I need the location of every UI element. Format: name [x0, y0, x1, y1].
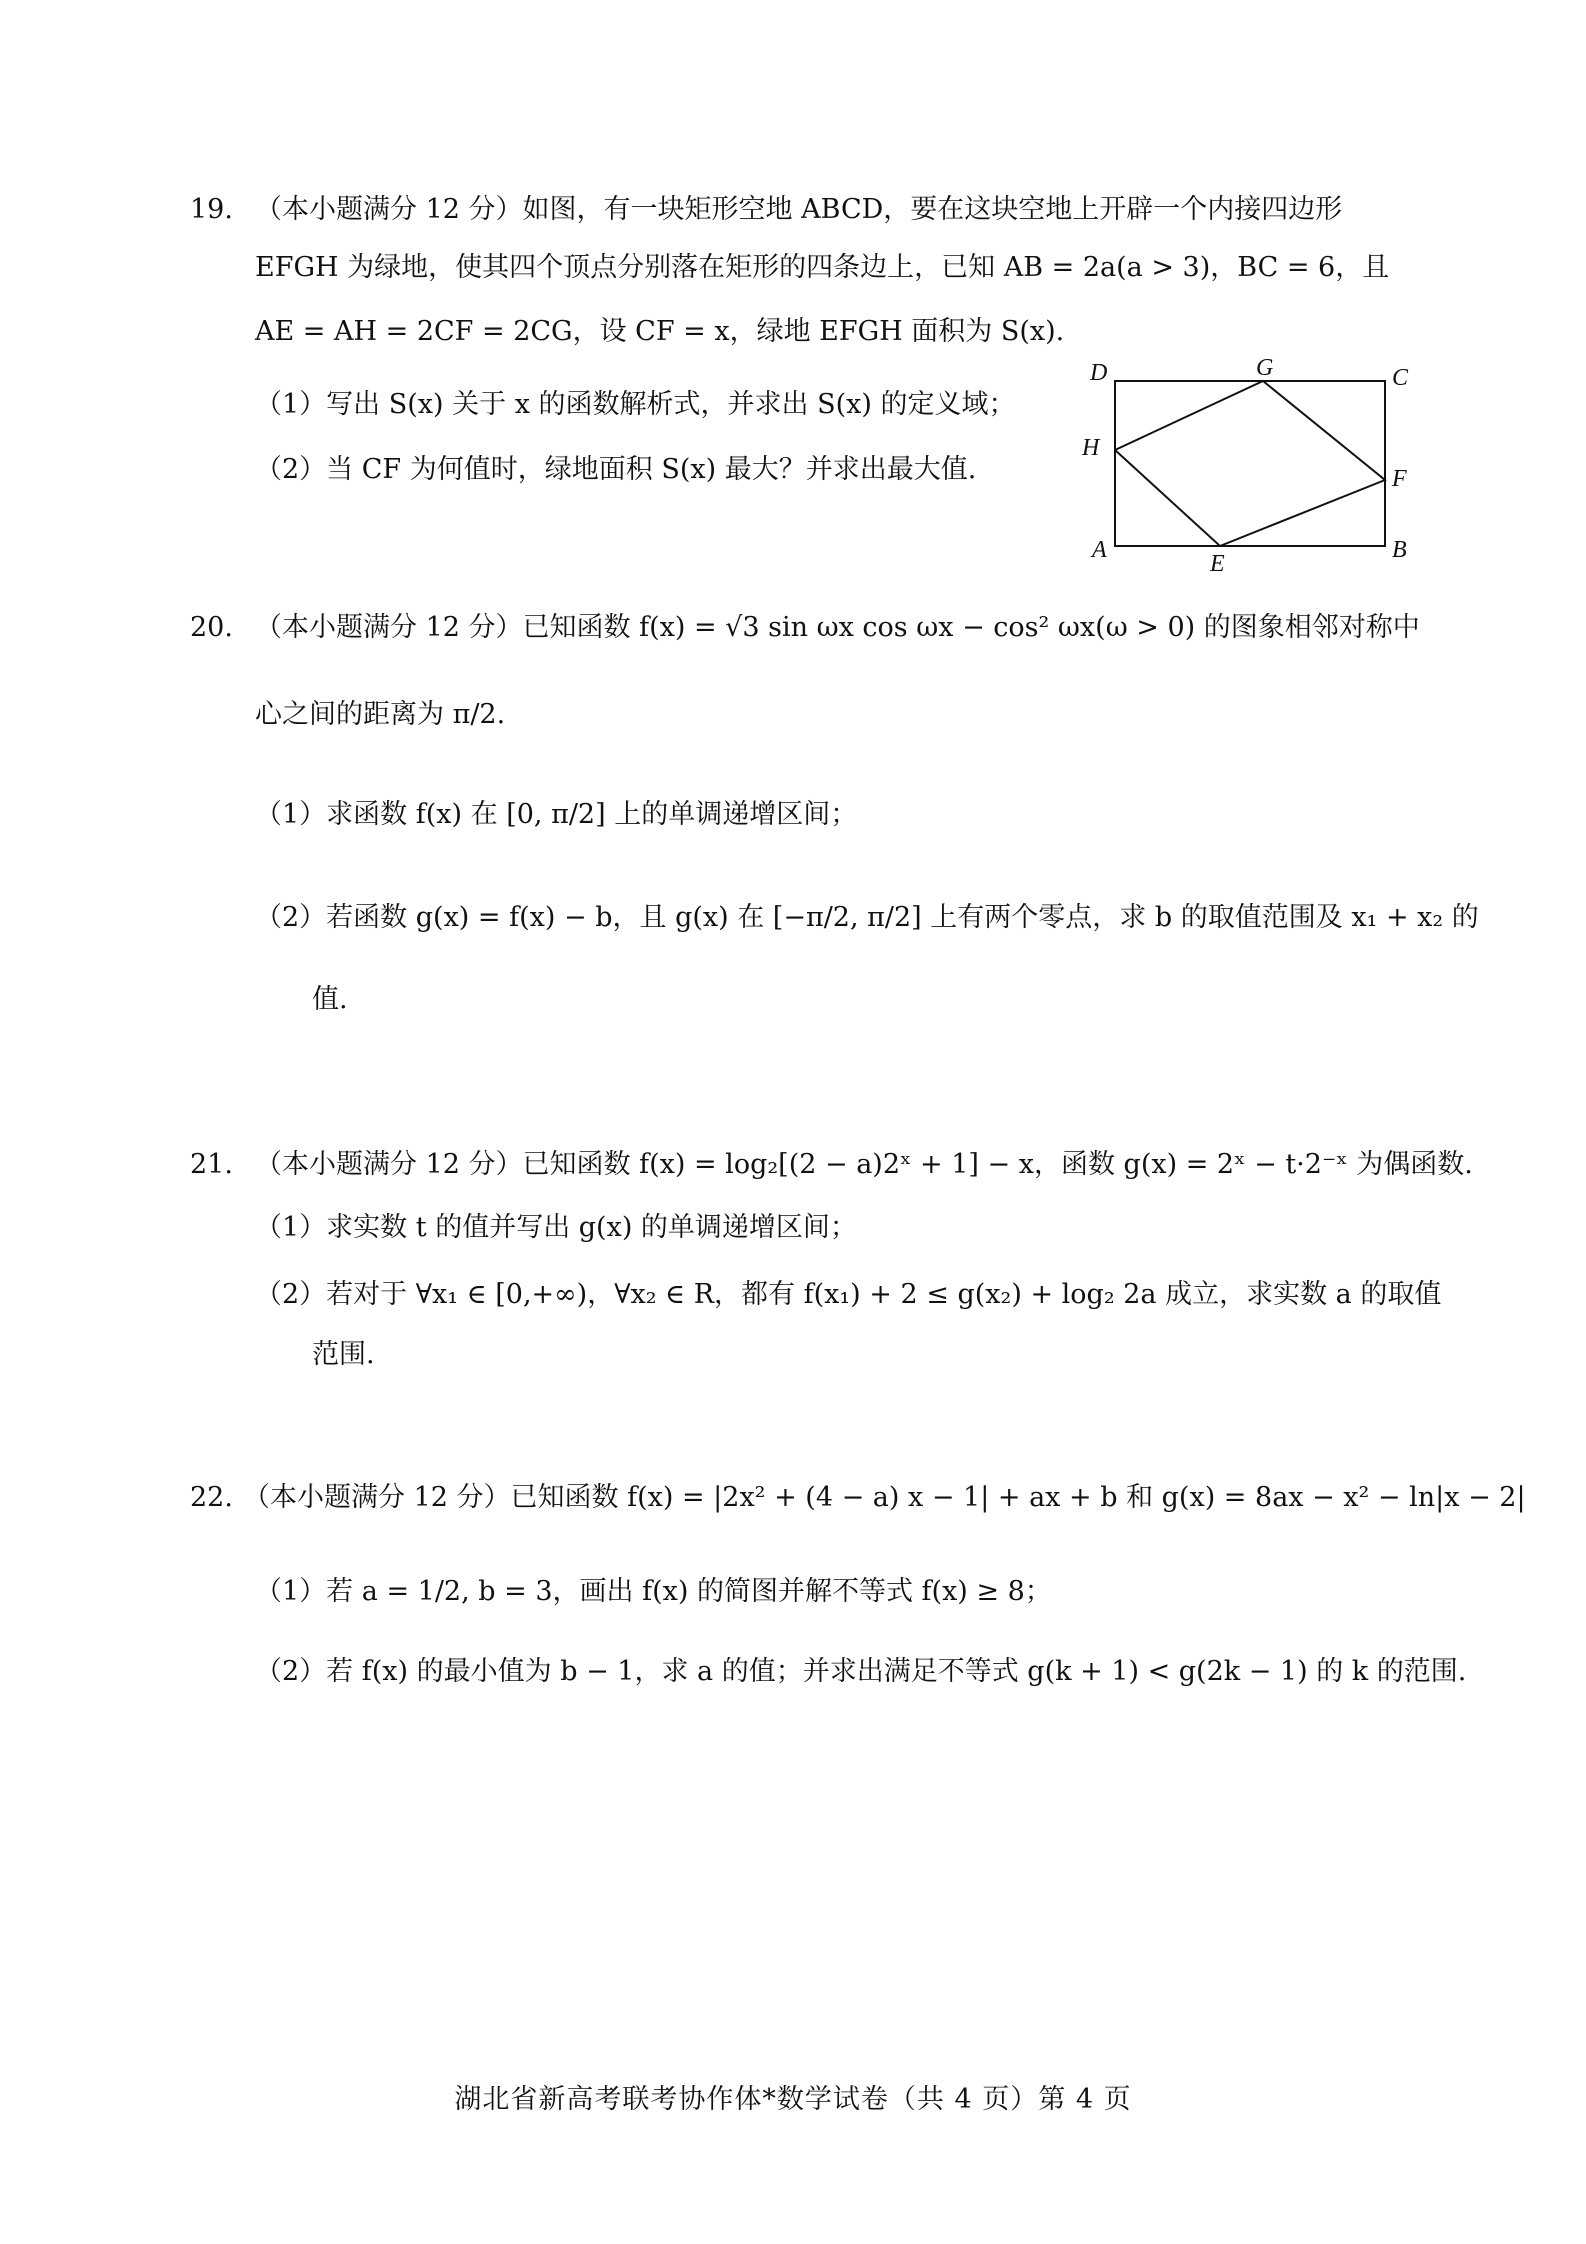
problem-number: 22. [190, 1482, 233, 1513]
sub-question-2: （2）当 CF 为何值时，绿地面积 S(x) 最大？并求出最大值. [255, 454, 977, 485]
sub-question-2-cont: 范围. [312, 1339, 375, 1370]
sub-question-1: （1）写出 S(x) 关于 x 的函数解析式，并求出 S(x) 的定义域； [255, 389, 1016, 420]
problem-text-line: （本小题满分 12 分）如图，有一块矩形空地 ABCD，要在这块空地上开辟一个内接四边形 [255, 194, 1343, 225]
rectangle-figure [1070, 355, 1410, 575]
sub-question-2: （2）若 f(x) 的最小值为 b − 1，求 a 的值；并求出满足不等式 g(k + 1) < g(2k − 1) 的 k 的范围. [255, 1656, 1467, 1687]
label-e: E [1210, 551, 1225, 575]
problem-text-line: EFGH 为绿地，使其四个顶点分别落在矩形的四条边上，已知 AB = 2a(a > 3)，BC = 6，且 [255, 252, 1390, 283]
problem-text-line: AE = AH = 2CF = 2CG，设 CF = x，绿地 EFGH 面积为 S(x). [255, 316, 1065, 347]
problem-number: 19. [190, 194, 233, 225]
sub-question-1: （1）求函数 f(x) 在 [0, π/2] 上的单调递增区间； [255, 799, 858, 830]
problem-text-line: 心之间的距离为 π/2. [255, 699, 506, 730]
sub-question-2-cont: 值. [312, 984, 348, 1015]
label-f: F [1392, 466, 1407, 492]
sub-question-1: （1）求实数 t 的值并写出 g(x) 的单调递增区间； [255, 1212, 857, 1243]
problem-text-line: （本小题满分 12 分）已知函数 f(x) = √3 sin ωx cos ωx − cos² ωx(ω > 0) 的图象相邻对称中 [255, 612, 1420, 643]
label-g: G [1256, 355, 1274, 381]
label-d: D [1090, 360, 1108, 386]
label-h: H [1082, 435, 1100, 461]
label-a: A [1092, 537, 1107, 563]
page-footer: 湖北省新高考联考协作体*数学试卷（共 4 页）第 4 页 [454, 2084, 1132, 2115]
problem-number: 20. [190, 612, 233, 643]
sub-question-2: （2）若对于 ∀x₁ ∈ [0,+∞)，∀x₂ ∈ R，都有 f(x₁) + 2 ≤ g(x₂) + log₂ 2a 成立，求实数 a 的取值 [255, 1279, 1442, 1310]
sub-question-1: （1）若 a = 1/2, b = 3，画出 f(x) 的简图并解不等式 f(x) ≥ 8； [255, 1576, 1052, 1607]
problem-text-line: （本小题满分 12 分）已知函数 f(x) = log₂[(2 − a)2ˣ + 1] − x，函数 g(x) = 2ˣ − t·2⁻ˣ 为偶函数. [255, 1149, 1473, 1180]
label-b: B [1392, 537, 1407, 563]
sub-question-2: （2）若函数 g(x) = f(x) − b，且 g(x) 在 [−π/2, π/2] 上有两个零点，求 b 的取值范围及 x₁ + x₂ 的 [255, 902, 1479, 933]
problem-number: 21. [190, 1149, 233, 1180]
problem-text-line: （本小题满分 12 分）已知函数 f(x) = |2x² + (4 − a) x − 1| + ax + b 和 g(x) = 8ax − x² − ln|x − 2| [243, 1482, 1526, 1513]
label-c: C [1392, 365, 1409, 391]
